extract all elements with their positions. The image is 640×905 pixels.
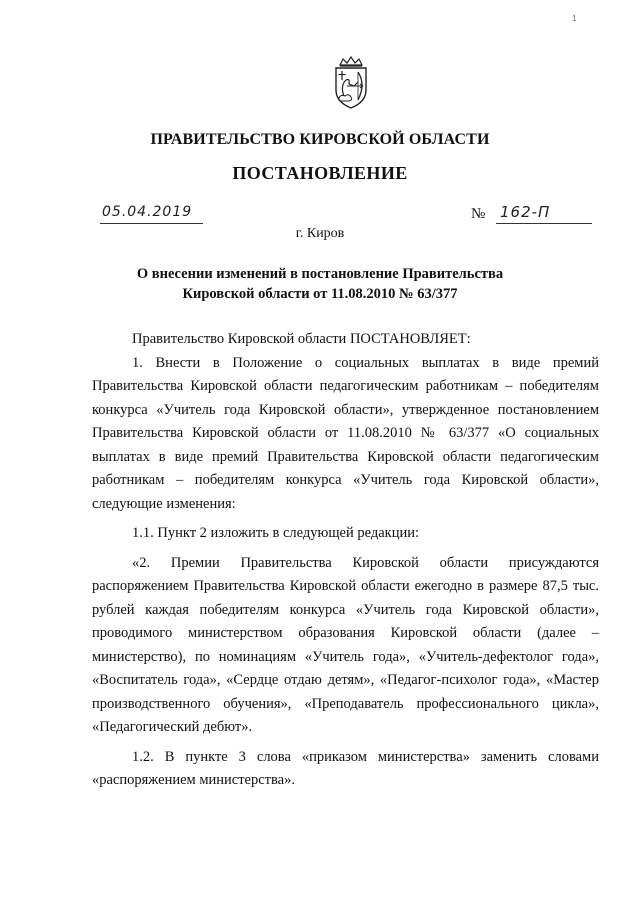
document-number-label: №	[471, 206, 486, 222]
date-underline	[100, 223, 203, 224]
body-paragraph-item-1: 1. Внести в Положение о социальных выплатах в виде премий Правительства Кировской области педагогическим работникам – победителям конкурса «Учитель года Кировской области», утвержденное постановлением Правительства Кировской области от 11.08.2010 № 63/377 «О социальных выплатах в виде премий Правительства Кировской области педагогическим работникам – победителям конкурса «Учитель года Кировской области», следующие изменения:	[92, 354, 599, 512]
document-body	[92, 328, 599, 793]
body-paragraph-item-2-text: «2. Премии Правительства Кировской области присуждаются распоряжением Правительства Кировской области ежегодно в размере 87,5 тыс. рублей каждая победителям конкурса «Учитель года Кировской области», проводимого министерством образования Кировской области (далее – министерство), по номинациям «Учитель года», «Учитель-дефектолог года», «Воспитатель года», «Сердце отдаю детям», «Педагог-психолог года», «Мастер производственного обучения», «Преподаватель профессионального цикла», «Педагогический дебют».	[92, 554, 599, 735]
document-subject	[110, 264, 530, 304]
document-type-title: ПОСТАНОВЛЕНИЕ	[232, 163, 408, 183]
body-paragraph-item-1-1: 1.1. Пункт 2 изложить в следующей редакции:	[132, 525, 420, 541]
organization-title: ПРАВИТЕЛЬСТВО КИРОВСКОЙ ОБЛАСТИ	[150, 131, 490, 148]
body-paragraph-item-1-2: 1.2. В пункте 3 слова «приказом министерства» заменить словами «распоряжением министерства».	[92, 748, 599, 788]
subject-line-1: О внесении изменений в постановление Правительства	[136, 266, 504, 282]
subject-line-2: Кировской области от 11.08.2010 № 63/377	[182, 286, 458, 302]
document-number: 162-П	[500, 203, 551, 221]
document-date: 05.04.2019	[102, 204, 193, 220]
body-paragraph-intro: Правительство Кировской области ПОСТАНОВЛЯЕТ:	[132, 331, 471, 347]
page-mark: 1	[572, 14, 577, 23]
kirov-oblast-coat-of-arms-icon	[330, 56, 372, 110]
number-underline	[496, 223, 592, 224]
document-city: г. Киров	[295, 226, 345, 241]
